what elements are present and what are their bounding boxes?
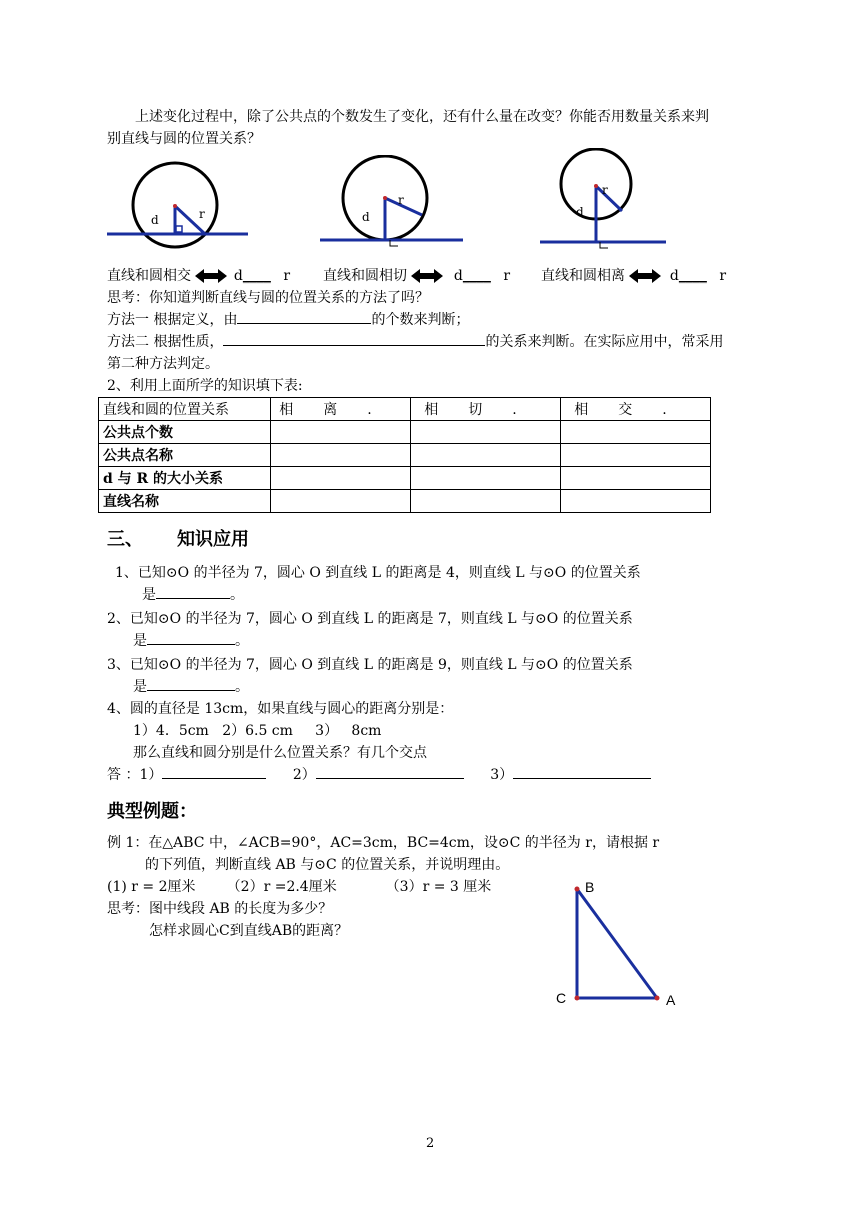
method-2 (107, 331, 757, 353)
double-arrow-icon (411, 269, 443, 283)
question-4: 4、圆的直径是 13cm，如果直线与圆心的距离分别是： (107, 701, 454, 717)
point-a (655, 996, 660, 1001)
table-cell[interactable] (561, 467, 711, 490)
relation-r-intersect: r (283, 268, 291, 284)
double-arrow-icon (629, 269, 661, 283)
table-row-label: 公共点名称 (99, 444, 271, 467)
relation-label-intersect: 直线和圆相交 (107, 268, 191, 284)
relation-label-tangent: 直线和圆相切 (323, 268, 407, 284)
table-row-label: 直线名称 (99, 490, 271, 513)
table-cell[interactable] (561, 444, 711, 467)
relation-blank-intersect: ____ (242, 268, 271, 284)
relation-d-separate: d (669, 268, 679, 284)
radius-3 (596, 186, 622, 211)
answer-2-label: 2） (292, 767, 316, 783)
label-d-1: d (151, 213, 159, 227)
relation-label-separate: 直线和圆相离 (541, 268, 625, 284)
example-think-2: 怎样求圆心C到直线AB的距离？ (149, 923, 349, 939)
table-cell[interactable] (411, 421, 561, 444)
table-row (99, 467, 711, 490)
question-2-end: 。 (235, 633, 249, 649)
question-2-cont (133, 630, 333, 652)
answer-2-blank (316, 764, 464, 779)
answer-3-label: 3） (490, 767, 514, 783)
relation-blank-separate: ____ (678, 268, 707, 284)
question-4-options: 1）4．5cm 2）6.5 cm 3） 8cm (133, 723, 382, 739)
table-cell[interactable] (271, 490, 411, 513)
table-cell[interactable] (411, 467, 561, 490)
relation-r-tangent: r (503, 268, 511, 284)
table-header-cell: 相交. (561, 398, 711, 421)
label-r-3: r (602, 183, 608, 197)
section-number: 三、 (107, 529, 143, 550)
label-r-1: r (199, 207, 205, 221)
label-a: A (666, 992, 676, 1008)
question-3-blank (147, 676, 235, 691)
relation-intersect (107, 265, 290, 285)
method-1-blank (237, 309, 371, 324)
center-point-3 (594, 184, 598, 188)
table-row-label: d 与 R 的大小关系 (99, 467, 271, 490)
question-3-end: 。 (235, 679, 249, 695)
relation-d-intersect: d (233, 268, 243, 284)
intro-paragraph-cont (107, 128, 757, 150)
relation-tangent (323, 265, 510, 285)
triangle-diagram (552, 875, 692, 1010)
method-2-blank (223, 331, 485, 346)
relation-table (98, 397, 711, 513)
relation-d-tangent: d (453, 268, 463, 284)
point-c (575, 996, 580, 1001)
examples-heading: 典型例题： (107, 801, 197, 822)
question-1: 1、已知⊙O 的半径为 7，圆心 O 到直线 L 的距离是 4，则直线 L 与⊙O 的位置关系 (115, 565, 641, 581)
question-1-end: 。 (230, 587, 244, 603)
question-2: 2、已知⊙O 的半径为 7，圆心 O 到直线 L 的距离是 7，则直线 L 与⊙O 的位置关系 (107, 611, 633, 627)
table-cell[interactable] (271, 467, 411, 490)
question-3: 3、已知⊙O 的半径为 7，圆心 O 到直线 L 的距离是 9，则直线 L 与⊙O 的位置关系 (107, 657, 633, 673)
question-3-prefix: 是 (133, 679, 147, 695)
method-1-suffix: 的个数来判断； (371, 312, 470, 328)
center-point-1 (173, 204, 177, 208)
relation-r-separate: r (719, 268, 727, 284)
intro-line-2: 别直线与圆的位置关系？ (107, 131, 261, 147)
center-point-2 (383, 196, 387, 200)
point-b (575, 887, 580, 892)
question-1-prefix: 是 (142, 587, 156, 603)
question-3-cont (133, 676, 333, 698)
table-header-cell: 相离. (271, 398, 411, 421)
table-intro: 2、利用上面所学的知识填下表: (107, 378, 303, 394)
answer-1-label: 答 ：1） (107, 767, 163, 783)
question-4-ask: 那么直线和圆分别是什么位置关系？有几个交点 (133, 745, 427, 761)
table-cell[interactable] (561, 421, 711, 444)
label-d-2: d (362, 210, 370, 224)
table-cell[interactable] (411, 444, 561, 467)
label-c: C (556, 990, 567, 1006)
section-title: 知识应用 (177, 529, 249, 550)
table-row (99, 421, 711, 444)
label-r-2: r (398, 193, 404, 207)
example-1-cases: (1) r = 2厘米 （2）r =2.4厘米 （3）r = 3 厘米 (107, 879, 492, 895)
table-row-label: 公共点个数 (99, 421, 271, 444)
thinking-question: 思考：你知道判断直线与圆的位置关系的方法了吗？ (107, 290, 429, 306)
table-cell[interactable] (271, 421, 411, 444)
method-2-cont: 第二种方法判定。 (107, 356, 219, 372)
page-number: 2 (426, 1136, 435, 1151)
diagram-separate (538, 148, 668, 253)
answer-1-blank (162, 764, 266, 779)
label-b: B (585, 879, 595, 895)
example-1-line-2: 的下列值，判断直线 AB 与⊙C 的位置关系，并说明理由。 (145, 857, 510, 873)
question-1-cont (142, 584, 342, 606)
example-think-1: 思考：图中线段 AB 的长度为多少？ (107, 901, 333, 917)
method-2-prefix: 方法二 根据性质， (107, 334, 224, 350)
method-2-suffix: 的关系来判断。在实际应用中，常采用 (485, 334, 724, 350)
diagram-intersect (105, 160, 255, 250)
relation-blank-tangent: ____ (462, 268, 491, 284)
table-cell[interactable] (561, 490, 711, 513)
method-1-prefix: 方法一 根据定义，由 (107, 312, 238, 328)
table-cell[interactable] (271, 444, 411, 467)
table-header-row (99, 398, 711, 421)
section-heading (107, 525, 249, 551)
right-angle-1 (176, 226, 182, 232)
question-1-blank (156, 584, 230, 599)
example-1-line-1: 例 1：在△ABC 中，∠ACB=90°，AC=3cm，BC=4cm，设⊙C 的半径为 r，请根据 r (107, 835, 660, 851)
relation-separate (541, 265, 726, 285)
answer-3-blank (513, 764, 651, 779)
diagram-tangent (318, 155, 468, 250)
table-cell[interactable] (411, 490, 561, 513)
table-header-cell: 直线和圆的位置关系 (99, 398, 271, 421)
intro-paragraph (107, 106, 757, 128)
method-1 (107, 309, 757, 331)
label-d-3: d (576, 205, 584, 219)
side-ab (577, 889, 657, 998)
table-row (99, 490, 711, 513)
double-arrow-icon (195, 269, 227, 283)
question-2-prefix: 是 (133, 633, 147, 649)
table-header-cell: 相切. (411, 398, 561, 421)
question-4-answers (107, 764, 757, 786)
table-row (99, 444, 711, 467)
intro-line-1: 上述变化过程中，除了公共点的个数发生了变化，还有什么量在改变？你能否用数量关系来判 (135, 109, 709, 125)
question-2-blank (147, 630, 235, 645)
